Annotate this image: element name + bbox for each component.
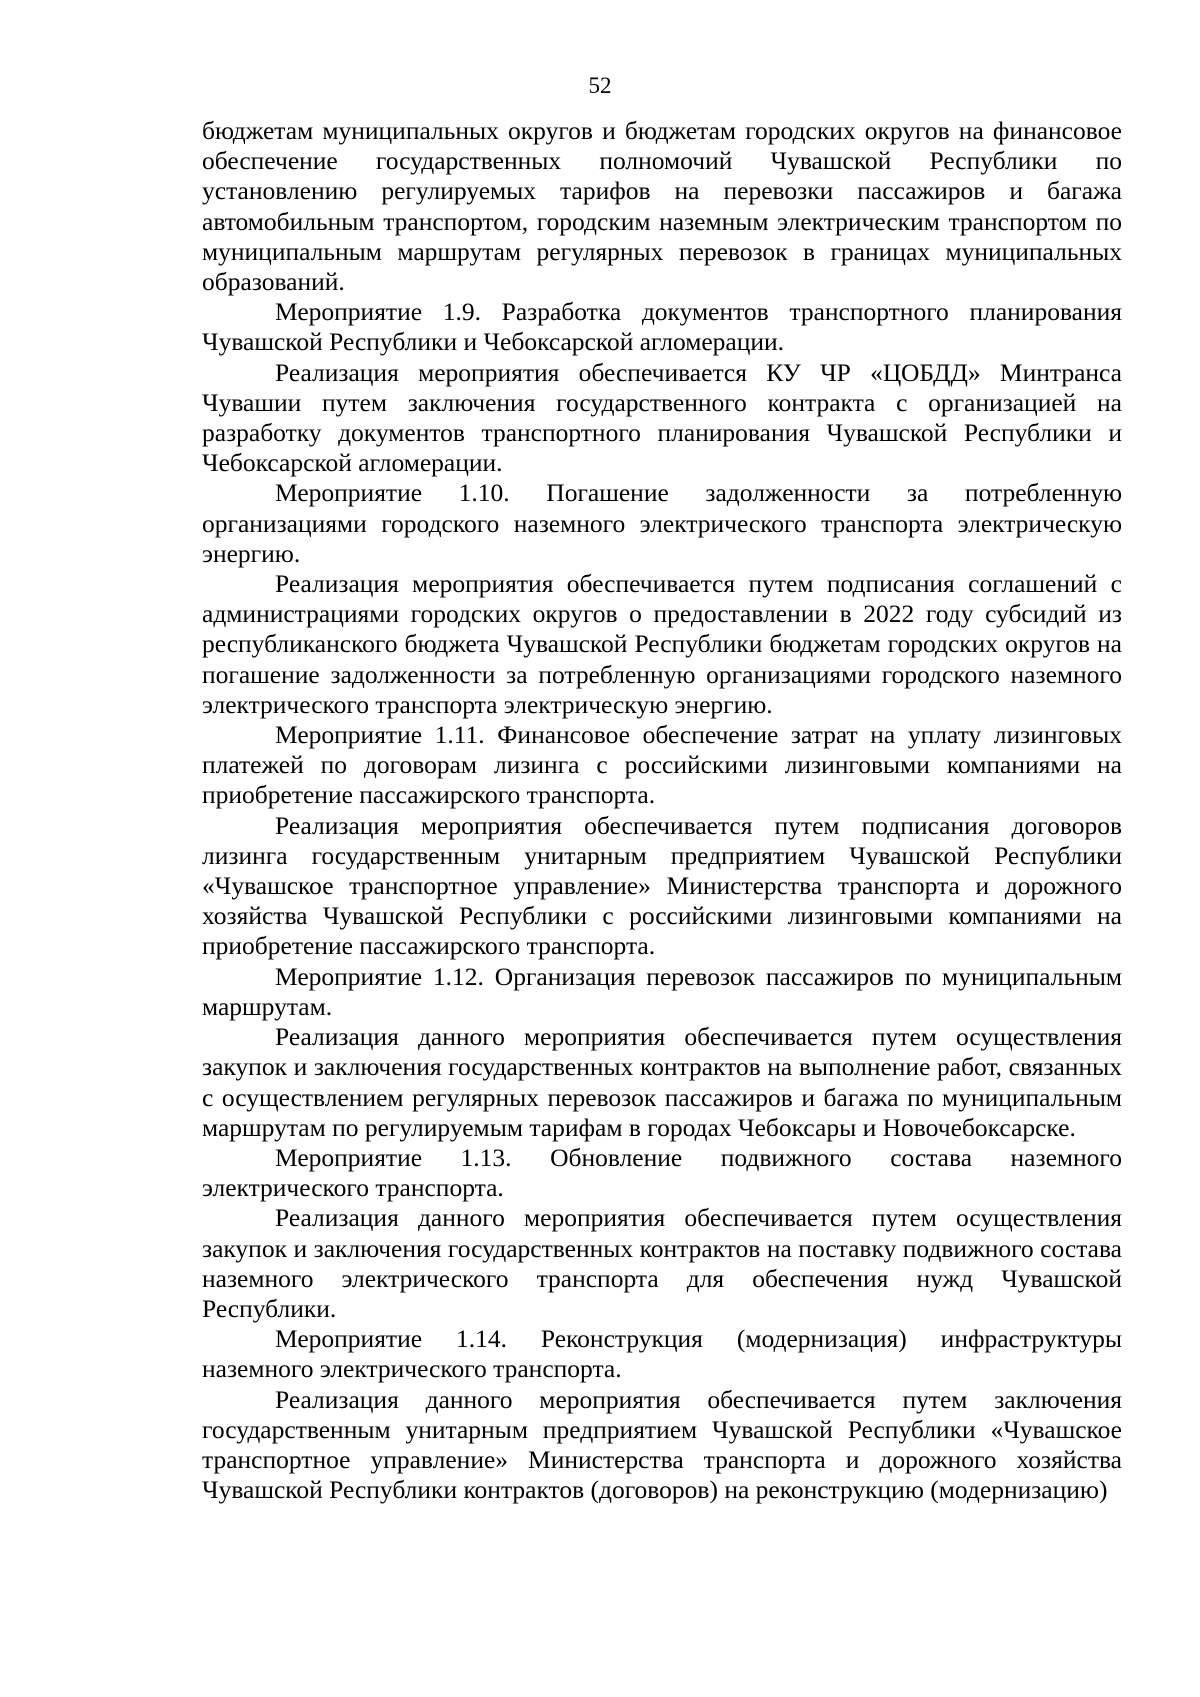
paragraph-measure-1-14-body: Реализация данного мероприятия обеспечивается путем заключения государственным унитарным предприятием Чувашской Республики «Чувашское транспортное управление» Министерства транспорта и дорожного хозяйства Чувашской Республики контрактов (договоров) на реконструкцию (модернизацию) — [202, 1384, 1122, 1505]
document-body — [202, 116, 1122, 1505]
paragraph-measure-1-12-heading: Мероприятие 1.12. Организация перевозок пассажиров по муниципальным маршрутам. — [202, 961, 1122, 1021]
paragraph-measure-1-13-body: Реализация данного мероприятия обеспечивается путем осуществления закупок и заключения государственных контрактов на поставку подвижного состава наземного электрического транспорта для обеспечения нужд Чувашской Республики. — [202, 1203, 1122, 1323]
paragraph-measure-1-11-heading: Мероприятие 1.11. Финансовое обеспечение затрат на уплату лизинговых платежей по договорам лизинга с российскими лизинговыми компаниями на приобретение пассажирского транспорта. — [202, 720, 1122, 810]
page-number: 52 — [588, 73, 612, 98]
paragraph-continuation: бюджетам муниципальных округов и бюджетам городских округов на финансовое обеспечение государственных полномочий Чувашской Республики по установлению регулируемых тарифов на перевозки пассажиров и багажа автомобильным транспортом, городским наземным электрическим транспортом по муниципальным маршрутам регулярных перевозок в границах муниципальных образований. — [202, 116, 1122, 297]
paragraph-measure-1-11-body: Реализация мероприятия обеспечивается путем подписания договоров лизинга государственным унитарным предприятием Чувашской Республики «Чувашское транспортное управление» Министерства транспорта и дорожного хозяйства Чувашской Республики с российскими лизинговыми компаниями на приобретение пассажирского транспорта. — [202, 810, 1122, 961]
paragraph-measure-1-10-heading: Мероприятие 1.10. Погашение задолженности за потребленную организациями городского наземного электрического транспорта электрическую энергию. — [202, 478, 1122, 568]
paragraph-measure-1-14-heading: Мероприятие 1.14. Реконструкция (модернизация) инфраструктуры наземного электрического транспорта. — [202, 1324, 1122, 1384]
paragraph-measure-1-13-heading: Мероприятие 1.13. Обновление подвижного состава наземного электрического транспорта. — [202, 1142, 1122, 1203]
paragraph-measure-1-9-body: Реализация мероприятия обеспечивается КУ ЧР «ЦОБДД» Минтранса Чувашии путем заключения государственного контракта с организацией на разработку документов транспортного планирования Чувашской Республики и Чебоксарской агломерации. — [202, 357, 1122, 478]
paragraph-measure-1-10-body: Реализация мероприятия обеспечивается путем подписания соглашений с администрациями городских округов о предоставлении в 2022 году субсидий из республиканского бюджета Чувашской Республики бюджетам городских округов на погашение задолженности за потребленную организациями городского наземного электрического транспорта электрическую энергию. — [202, 569, 1122, 719]
paragraph-measure-1-9-heading: Мероприятие 1.9. Разработка документов транспортного планирования Чувашской Республики и Чебоксарской агломерации. — [202, 297, 1122, 357]
paragraph-measure-1-12-body: Реализация данного мероприятия обеспечивается путем осуществления закупок и заключения государственных контрактов на выполнение работ, связанных с осуществлением регулярных перевозок пассажиров и багажа по муниципальным маршрутам по регулируемым тарифам в городах Чебоксары и Новочебоксарске. — [202, 1022, 1122, 1142]
